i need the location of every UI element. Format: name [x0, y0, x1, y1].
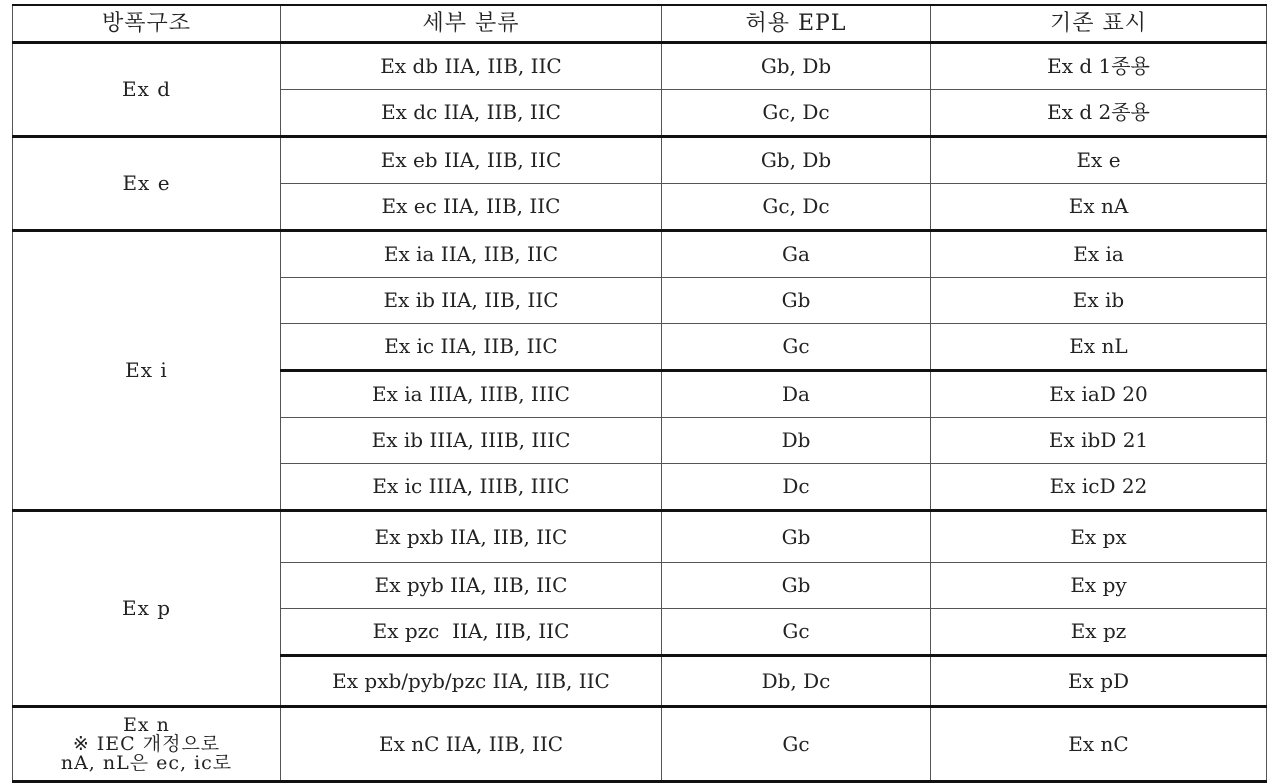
epl-cell: Gc, Dc — [662, 90, 931, 137]
group-note-line1: ※ IEC 개정으로 — [72, 732, 221, 755]
detail-cell: Ex ec IIA, IIB, IIC — [281, 184, 662, 231]
legacy-cell: Ex pD — [931, 656, 1267, 707]
legacy-cell: Ex nC — [931, 707, 1267, 782]
detail-cell: Ex pyb IIA, IIB, IIC — [281, 563, 662, 609]
epl-cell: Db, Dc — [662, 656, 931, 707]
group-name: Ex n — [123, 713, 170, 736]
header-allowed-epl: 허용 EPL — [662, 5, 931, 43]
ex-protection-table — [12, 4, 1267, 783]
legacy-cell: Ex px — [931, 511, 1267, 563]
epl-cell: Gb — [662, 278, 931, 324]
table-row — [13, 137, 1267, 184]
group-cell: Ex d — [13, 43, 281, 137]
legacy-cell: Ex ibD 21 — [931, 418, 1267, 464]
legacy-cell: Ex ib — [931, 278, 1267, 324]
legacy-cell: Ex ia — [931, 231, 1267, 278]
detail-cell: Ex db IIA, IIB, IIC — [281, 43, 662, 90]
detail-cell: Ex pzc IIA, IIB, IIC — [281, 609, 662, 656]
epl-cell: Gb, Db — [662, 43, 931, 90]
table-row — [13, 511, 1267, 563]
legacy-cell: Ex nL — [931, 324, 1267, 371]
group-note-line2: nA, nL은 ec, ic로 — [60, 751, 233, 774]
legacy-cell: Ex nA — [931, 184, 1267, 231]
header-row — [13, 5, 1267, 43]
table-row — [13, 231, 1267, 278]
legacy-cell: Ex e — [931, 137, 1267, 184]
header-legacy-marking: 기존 표시 — [931, 5, 1267, 43]
group-cell: Ex p — [13, 511, 281, 707]
epl-cell: Gc, Dc — [662, 184, 931, 231]
header-protection-type: 방폭구조 — [13, 5, 281, 43]
legacy-cell: Ex d 1종용 — [931, 43, 1267, 90]
epl-cell: Db — [662, 418, 931, 464]
epl-cell: Gc — [662, 707, 931, 782]
group-cell: Ex i — [13, 231, 281, 511]
epl-cell: Gb, Db — [662, 137, 931, 184]
group-cell — [13, 707, 281, 782]
legacy-cell: Ex icD 22 — [931, 464, 1267, 511]
detail-cell: Ex pxb IIA, IIB, IIC — [281, 511, 662, 563]
detail-cell: Ex nC IIA, IIB, IIC — [281, 707, 662, 782]
epl-cell: Gb — [662, 563, 931, 609]
epl-cell: Gc — [662, 324, 931, 371]
group-cell: Ex e — [13, 137, 281, 231]
legacy-cell: Ex iaD 20 — [931, 371, 1267, 418]
legacy-cell: Ex d 2종용 — [931, 90, 1267, 137]
epl-cell: Ga — [662, 231, 931, 278]
detail-cell: Ex dc IIA, IIB, IIC — [281, 90, 662, 137]
epl-cell: Dc — [662, 464, 931, 511]
detail-cell: Ex ic IIIA, IIIB, IIIC — [281, 464, 662, 511]
epl-cell: Gb — [662, 511, 931, 563]
table-row — [13, 43, 1267, 90]
header-sub-classification: 세부 분류 — [281, 5, 662, 43]
detail-cell: Ex ib IIIA, IIIB, IIIC — [281, 418, 662, 464]
detail-cell: Ex eb IIA, IIB, IIC — [281, 137, 662, 184]
table-row — [13, 707, 1267, 782]
epl-cell: Gc — [662, 609, 931, 656]
detail-cell: Ex ia IIA, IIB, IIC — [281, 231, 662, 278]
legacy-cell: Ex py — [931, 563, 1267, 609]
detail-cell: Ex ic IIA, IIB, IIC — [281, 324, 662, 371]
detail-cell: Ex pxb/pyb/pzc IIA, IIB, IIC — [281, 656, 662, 707]
legacy-cell: Ex pz — [931, 609, 1267, 656]
detail-cell: Ex ia IIIA, IIIB, IIIC — [281, 371, 662, 418]
detail-cell: Ex ib IIA, IIB, IIC — [281, 278, 662, 324]
epl-cell: Da — [662, 371, 931, 418]
